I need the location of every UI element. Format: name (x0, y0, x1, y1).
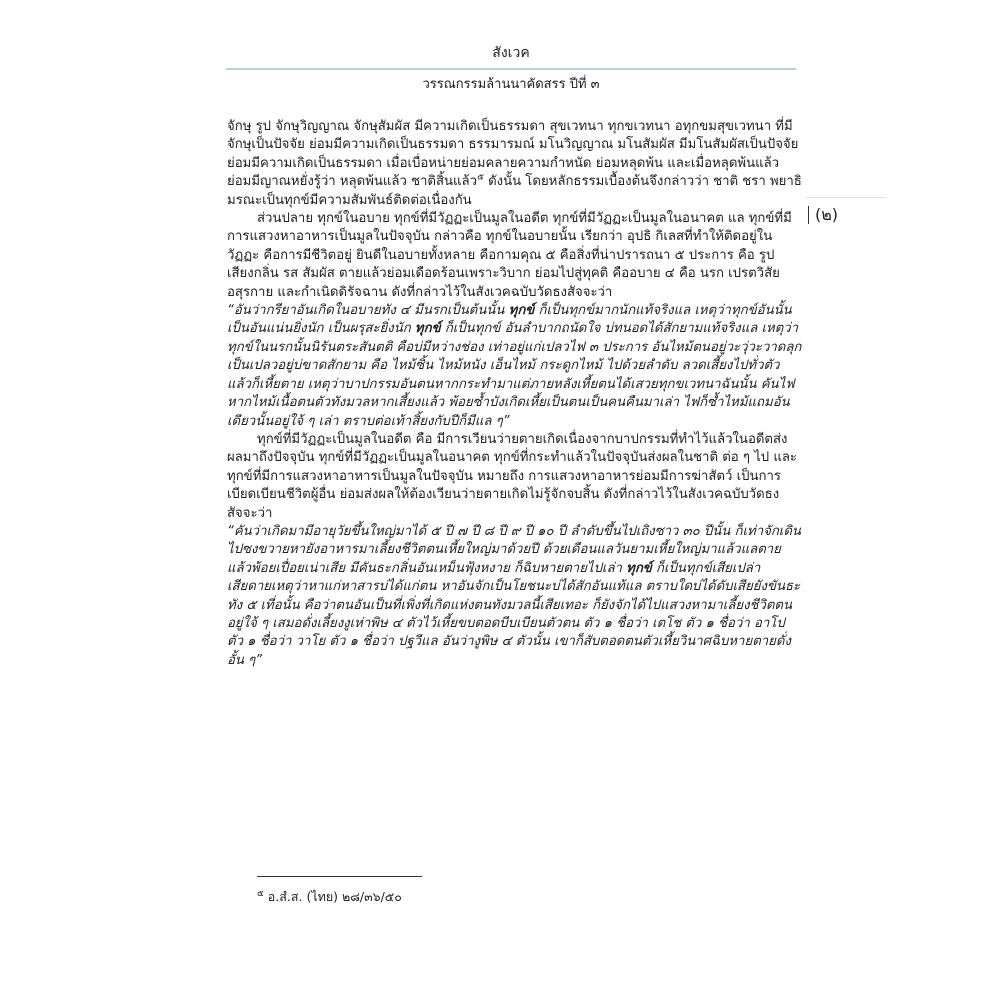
running-title: สังเวค (492, 45, 530, 61)
side-page-marker (808, 205, 838, 225)
page-header (226, 40, 796, 94)
footnote-divider (257, 876, 422, 877)
side-divider (806, 197, 886, 198)
quote-1-part-c: ก็เป็นทุกข์มากนักแท้จริงแล เหตุว่าทุกข์อันนั้นเป็นอันแน่นยิ่งนัก เป็นผรุสะยิ่งนัก (227, 303, 792, 337)
quote-1-part-e: ก็เป็นทุกข์ อันลำบากถนัดใจ บ่ทนอดได้สักยามแท้จริงแล เหตุว่าทุกข์ในนรกนั้นนิรันตระสันตติ คือบ่มีหว่างช่อง เท่าอยู่แก่เปลวไฟ ๓ ประการ อันไหม้ตนอยู่วะวุ่วะวาดลุกเป็นเปลวอยู่บ่ขาดสักยาม คือ ไหม้ซิ้น ไหม้หนัง เอ็นไหม้ กระดูกไหม้ ไปด้วยลำดับ ลวดเสี้ยงไปทั่วตัวแล้วก็เหี้ยตาย เหตุว่าบาปกรรมอันตนหากกระทำมาแต่ภายหลังเหี้ยตนได้เสวยทุกขเวทนาฉันนั้น คันไฟหากไหม้เนื้อตนตัวทังมวลหากเสี้ยงแล้ว พ้อยซ้ำบังเกิดเหี้ยเป็นตนเป็นคนคืนมาเล่า ไฟก็ซ้ำไหม้แถมอันเดียวนั้นอยู่ใจ้ ๆ เล่า ตราบต่อเท้าสิ้ยงกับปีก็มีแล ๆ” (227, 321, 802, 429)
quote-1-emphasis-2: ทุกข์ (414, 321, 441, 337)
paragraph-2: ส่วนปลาย ทุกข์ในอบาย ทุกข์ที่มีวัฏฏะเป็นมูลในอดีต ทุกข์ที่มีวัฏฏะเป็นมูลในอนาคต แล ทุกข์ที่มีการแสวงหาอาหารเป็นมูลในปัจจุบัน กล่าวคือ ทุกข์ในอบายนั้น เรียกว่า อุปธิ กิเลสที่ทำให้ติดอยู่ในวัฏฏะ คือการมีชีวิตอยู่ ยินดีในอบายทั้งหลาย คือกามคุณ ๕ คือสิ่งที่น่าปรารถนา ๕ ประการ คือ รูป เสียงกลิ่น รส สัมผัส ตายแล้วย่อมเดือดร้อนเพราะวิบาก ย่อมไปสู่ทุคติ คืออบาย ๔ คือ นรก เปรตวิสัย อสุรกาย และกำเนิดดิรัจฉาน ดังที่กล่าวไว้ในสังเวคฉบับวัดธงสัจจะว่า (227, 211, 792, 300)
quote-2-emphasis: ทุกข์ (626, 560, 652, 576)
paragraph-3: ทุกข์ที่มีวัฏฏะเป็นมูลในอดีต คือ มีการเวียนว่ายตายเกิดเนื่องจากบาปกรรมที่ทำไว้แล้วในอดีตส่งผลมาถึงปัจจุบัน ทุกข์ที่มีวัฏฏะเป็นมูลในอนาคต ทุกข์ที่กระทำแล้วในปัจจุบันส่งผลในชาติ ต่อ ๆ ไป และทุกข์ที่มีการแสวงหาอาหารเป็นมูลในปัจจุบัน หมายถึง การแสวงหาอาหารย่อมมีการฆ่าสัตว์ เป็นการเบียดเบียนชีวิตผู้อื่น ย่อมส่งผลให้ต้องเวียนว่ายตายเกิดไม่รู้จักจบสิ้น ดังที่กล่าวไว้ในสังเวคฉบับวัดธงสัจจะว่า (227, 431, 798, 521)
footnote-marker: ๕ (257, 888, 264, 899)
footnote (257, 889, 777, 905)
header-divider (226, 68, 796, 70)
running-subtitle: วรรณกรรมล้านนาคัดสรร ปีที่ ๓ (422, 77, 600, 92)
paragraph-1-continuation: ดังนั้น โดยหลักธรรมเบื้องต้นจึงกล่าวว่า ชาติ ชรา พยาธิ มรณะเป็นทุกข์มีความสัมพันธ์ติดต่อเนื่องกัน (227, 174, 802, 208)
quote-2-part-c: ก็เป็นทุกข์เสียเปล่าเสียดายเหตุว่าหาแก่หาสารบ่ได้แก่ตน หาอันจักเป็นโยชนะบ่ได้สักอันแท้แล ตราบใดบ่ได้ดับเสียยังขันธะทัง ๕ เที่อนั้น คือว่าตนอันเป็นที่เพิ่งที่เกิดแห่งตนทังมวลนี้เสียเทอะ ก็ยังจักได้ไปแสวงหามาเลี้ยงชีวิตตนอยู่ใจ้ ๆ เสมอดั่งเลี้ยงงูเห่าพิษ ๔ ตัวไว้เหี้ยขบตอดบีบเบียนตัวตน ตัว ๑ ชื่อว่า เตโช ตัว ๑ ชื่อว่า อาโป ตัว ๑ ชื่อว่า วาโย ตัว ๑ ชื่อว่า ปฐวีแล อันว่างูพิษ ๔ ตัวนั้น เขาก็สับตอดตนตัวเหี้ยวินาศฉิบหายตายดั่งอั้น ๆ” (227, 560, 801, 668)
footnote-reference: ๕ (477, 172, 484, 183)
paragraph-1 (227, 118, 802, 210)
footnote-text: อ.สํ.ส. (ไทย) ๒๘/๓๖/๕๐ (263, 889, 402, 904)
paragraph-1-text: จักษุ รูป จักษุวิญญาณ จักษุสัมผัส มีความเกิดเป็นธรรมดา สุขเวทนา ทุกขเวทนา อทุกขมสุขเวทนา ที่มีจักษุเป็นปัจจัย ย่อมมีความเกิดเป็นธรรมดา ธรรมารมณ์ มโนวิญญาณ มโนสัมผัส มีมโนสัมผัสเป็นปัจจัย ย่อมมีความเกิดเป็นธรรมดา เมื่อเบื่อหน่ายย่อมคลายความกำหนัด ย่อมหลุดพ้น และเมื่อหลุดพ้นแล้ว ย่อมมีญาณหยั่งรู้ว่า หลุดพ้นแล้ว ชาติสิ้นแล้ว (227, 119, 799, 190)
quote-1-emphasis-1: ทุกข์ (508, 303, 535, 319)
side-page-number: (๒) (815, 205, 839, 224)
main-text (227, 118, 802, 670)
side-marker-bar (808, 206, 809, 224)
footnote-area (257, 876, 777, 905)
quote-2-part-a: “คันว่าเกิดมามีอายุวัยขึ้นใหญ่มาได้ ๕ ปี ๗ ปี ๘ ปี ๙ ปี ๑๐ ปี ลำดับขึ้นไปเถิงซาว ๓๐ ปีนั้น ก็เท่าจักเดินไปซงขวายหายังอาหารมาเลี้ยงชีวิตตนเหี้ยใหญ่มาด้วยปี ด้วยเดือนแลวันยามเหี้ยใหญ่มาแล้วแลตายแล้วพ้อยเปื่อยเน่าเสีย มีคันธะกลิ่นอันเหม็นฟุ้งหงาย ก็ฉิบหายตายไปเล่า (227, 523, 801, 576)
quote-2 (227, 523, 802, 670)
quote-1 (227, 302, 802, 431)
quote-1-part-a: “อันว่ากรียาอันเกิดในอบายทัง ๔ มีนรกเป็นต้นนั้น (227, 303, 509, 319)
